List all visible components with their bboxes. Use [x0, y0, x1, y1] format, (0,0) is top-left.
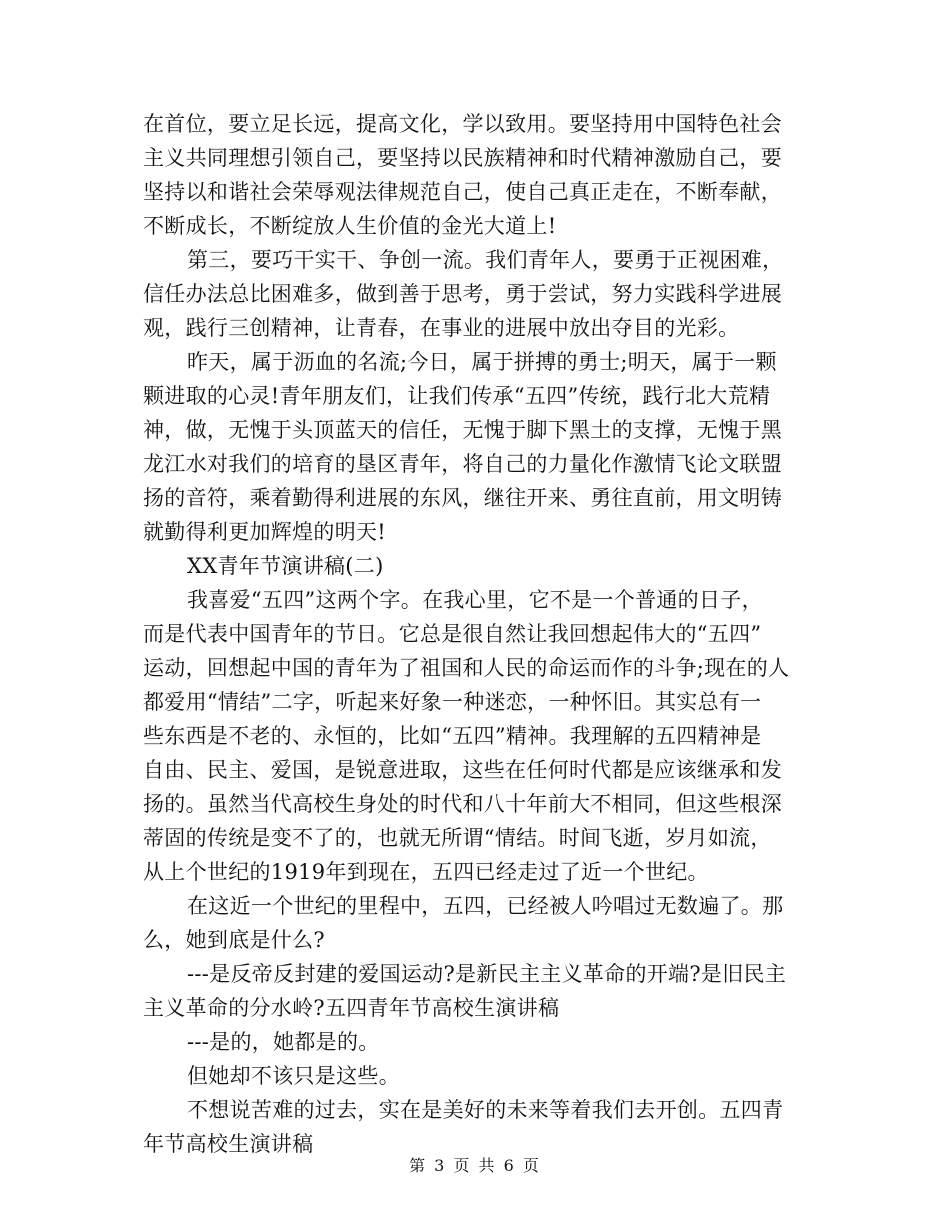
text-line: 龙江水对我们的培育的垦区青年，将自己的力量化作激情飞论文联盟 [143, 452, 782, 476]
text-line: 主义革命的分水岭?五四青年节高校生演讲稿 [143, 996, 560, 1020]
text-line: 都爱用“情结”二字，听起来好象一种迷恋，一种怀旧。其实总有一 [143, 690, 762, 714]
text-line: 信任办法总比困难多，做到善于思考，勇于尝试，努力实践科学进展 [143, 282, 782, 306]
paragraph-start-line: 但她却不该只是这些。 [187, 1064, 400, 1088]
text-line: 就勤得利更加辉煌的明天! [143, 520, 387, 544]
text-line: 从上个世纪的1919年到现在，五四已经走过了近一个世纪。 [143, 860, 709, 884]
paragraph-start-line: 昨天，属于沥血的名流;今日，属于拼搏的勇士;明天，属于一颗 [187, 350, 777, 374]
text-line: 观，践行三创精神，让青春，在事业的进展中放出夺目的光彩。 [143, 316, 740, 340]
text-line: 自由、民主、爱国，是锐意进取，这些在任何时代都是应该继承和发 [143, 758, 782, 782]
text-line: 些东西是不老的、永恒的，比如“五四”精神。我理解的五四精神是 [143, 724, 762, 748]
text-line: 扬的。虽然当代高校生身处的时代和八十年前大不相同，但这些根深 [143, 792, 782, 816]
paragraph-start-line: 我喜爱“五四”这两个字。在我心里，它不是一个普通的日子， [187, 588, 763, 612]
text-line: 年节高校生演讲稿 [143, 1132, 314, 1156]
paragraph-start-line: 在这近一个世纪的里程中，五四，已经被人吟唱过无数遍了。那 [187, 894, 784, 918]
paragraph-start-line: ---是的，她都是的。 [187, 1030, 380, 1054]
text-line: 颗进取的心灵!青年朋友们，让我们传承“五四”传统，践行北大荒精 [143, 384, 771, 408]
text-line: 在首位，要立足长远，提高文化，学以致用。要坚持用中国特色社会 [143, 112, 782, 136]
paragraph-start-line: ---是反帝反封建的爱国运动?是新民主主义革命的开端?是旧民主 [187, 962, 787, 986]
text-line: 而是代表中国青年的节日。它总是很自然让我回想起伟大的“五四” [143, 622, 762, 646]
text-line: 主义共同理想引领自己，要坚持以民族精神和时代精神激励自己，要 [143, 146, 782, 170]
page-number-footer: 第 3 页 共 6 页 [409, 1156, 541, 1175]
text-line: 不断成长，不断绽放人生价值的金光大道上! [143, 214, 557, 238]
section-heading: XX青年节演讲稿(二) [187, 554, 384, 578]
text-line: 神，做，无愧于头顶蓝天的信任，无愧于脚下黑土的支撑，无愧于黑 [143, 418, 782, 442]
text-line: 坚持以和谐社会荣辱观法律规范自己，使自己真正走在，不断奉献， [143, 180, 782, 204]
paragraph-start-line: 第三，要巧干实干、争创一流。我们青年人，要勇于正视困难， [187, 248, 784, 272]
text-line: 运动，回想起中国的青年为了祖国和人民的命运而作的斗争;现在的人 [143, 656, 790, 680]
text-line: 蒂固的传统是变不了的，也就无所谓“情结。时间飞逝，岁月如流， [143, 826, 772, 850]
text-line: 么，她到底是什么? [143, 928, 325, 952]
paragraph-start-line: 不想说苦难的过去，实在是美好的未来等着我们去开创。五四青 [187, 1098, 784, 1122]
text-line: 扬的音符，乘着勤得利进展的东风，继往开来、勇往直前，用文明铸 [143, 486, 782, 510]
document-body [143, 107, 815, 1161]
